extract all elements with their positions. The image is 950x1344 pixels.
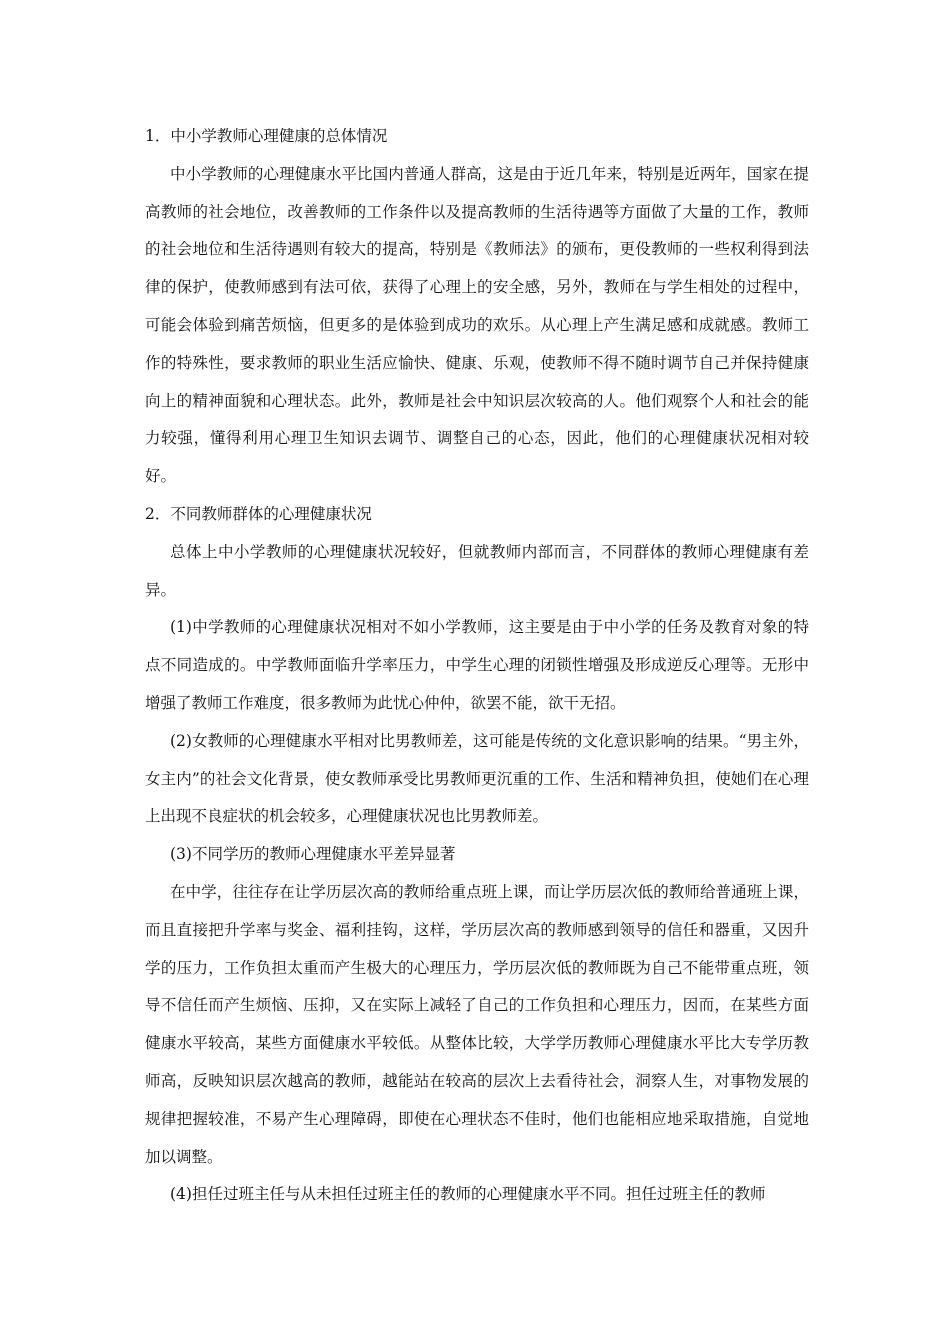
- paragraph-education-level: 在中学，往往存在让学历层次高的教师给重点班上课，而让学历层次低的教师给普通班上课，而且直接把升学率与奖金、福利挂钩，这样，学历层次高的教师感到领导的信任和器重，又因升学的压力，工作负担太重而产生极大的心理压力，学历层次低的教师既为自己不能带重点班，领导不信任而产生烦恼、压抑，又在实际上减轻了自己的工作负担和心理压力，因而，在某些方面健康水平较高，某些方面健康水平较低。从整体比较，大学学历教师心理健康水平比大专学历教师高，反映知识层次越高的教师，越能站在较高的层次上去看待社会，洞察人生，对事物发展的规律把握较准，不易产生心理障碍，即使在心理状态不佳时，他们也能相应地采取措施，自觉地加以调整。: [145, 882, 809, 1166]
- paragraph-groups-intro: 总体上中小学教师的心理健康状况较好，但就教师内部而言，不同群体的教师心理健康有差异。: [145, 542, 809, 599]
- section-heading-groups: 2．不同教师群体的心理健康状况: [145, 504, 372, 523]
- paragraph-overall: 中小学教师的心理健康水平比国内普通人群高，这是由于近几年来，特别是近两年，国家在提高教师的社会地位，改善教师的工作条件以及提高教师的生活待遇等方面做了大量的工作，教师的社会地位和生活待遇则有较大的提高，特别是《教师法》的颁布，更伇教师的一些权利得到法律的保护，使教师感到有法可依，获得了心理上的安全感，另外，教师在与学生相处的过程中，可能会体验到痛苦烦恼，但更多的是体验到成功的欢乐。从心理上产生满足感和成就感。教师工作的特殊性，要求教师的职业生活应愉快、健康、乐观，使教师不得不随时调节自己并保持健康向上的精神面貌和心理状态。此外，教师是社会中知识层次较高的人。他们观察个人和社会的能力较强，懂得利用心理卫生知识去调节、调整自己的心态，因此，他们的心理健康状况相对较好。: [145, 164, 809, 486]
- list-item-education-title: (3)不同学历的教师心理健康水平差异显著: [170, 845, 456, 864]
- list-item-middle-school: (1)中学教师的心理健康状况相对不如小学教师，这主要是由于中小学的任务及教育对象的特点不同造成的。中学教师面临升学率压力，中学生心理的闭锁性增强及形成逆反心理等。无形中增强了教师工作难度，很多教师为此忧心仲仲，欲罢不能，欲干无招。: [145, 618, 809, 712]
- document-body: [145, 118, 809, 1214]
- list-item-female-teachers: (2)女教师的心理健康水平相对比男教师差，这可能是传统的文化意识影响的结果。“男主外，女主内”的社会文化背景，使女教师承受比男教师更沉重的工作、生活和精神负担，使她们在心理上出现不良症状的机会较多，心理健康状况也比男教师差。: [145, 731, 809, 826]
- list-item-head-teacher: (4)担任过班主任与从未担任过班主任的教师的心理健康水平不同。担任过班主任的教师: [170, 1185, 766, 1204]
- section-heading-overall: 1．中小学教师心理健康的总体情况: [145, 127, 388, 145]
